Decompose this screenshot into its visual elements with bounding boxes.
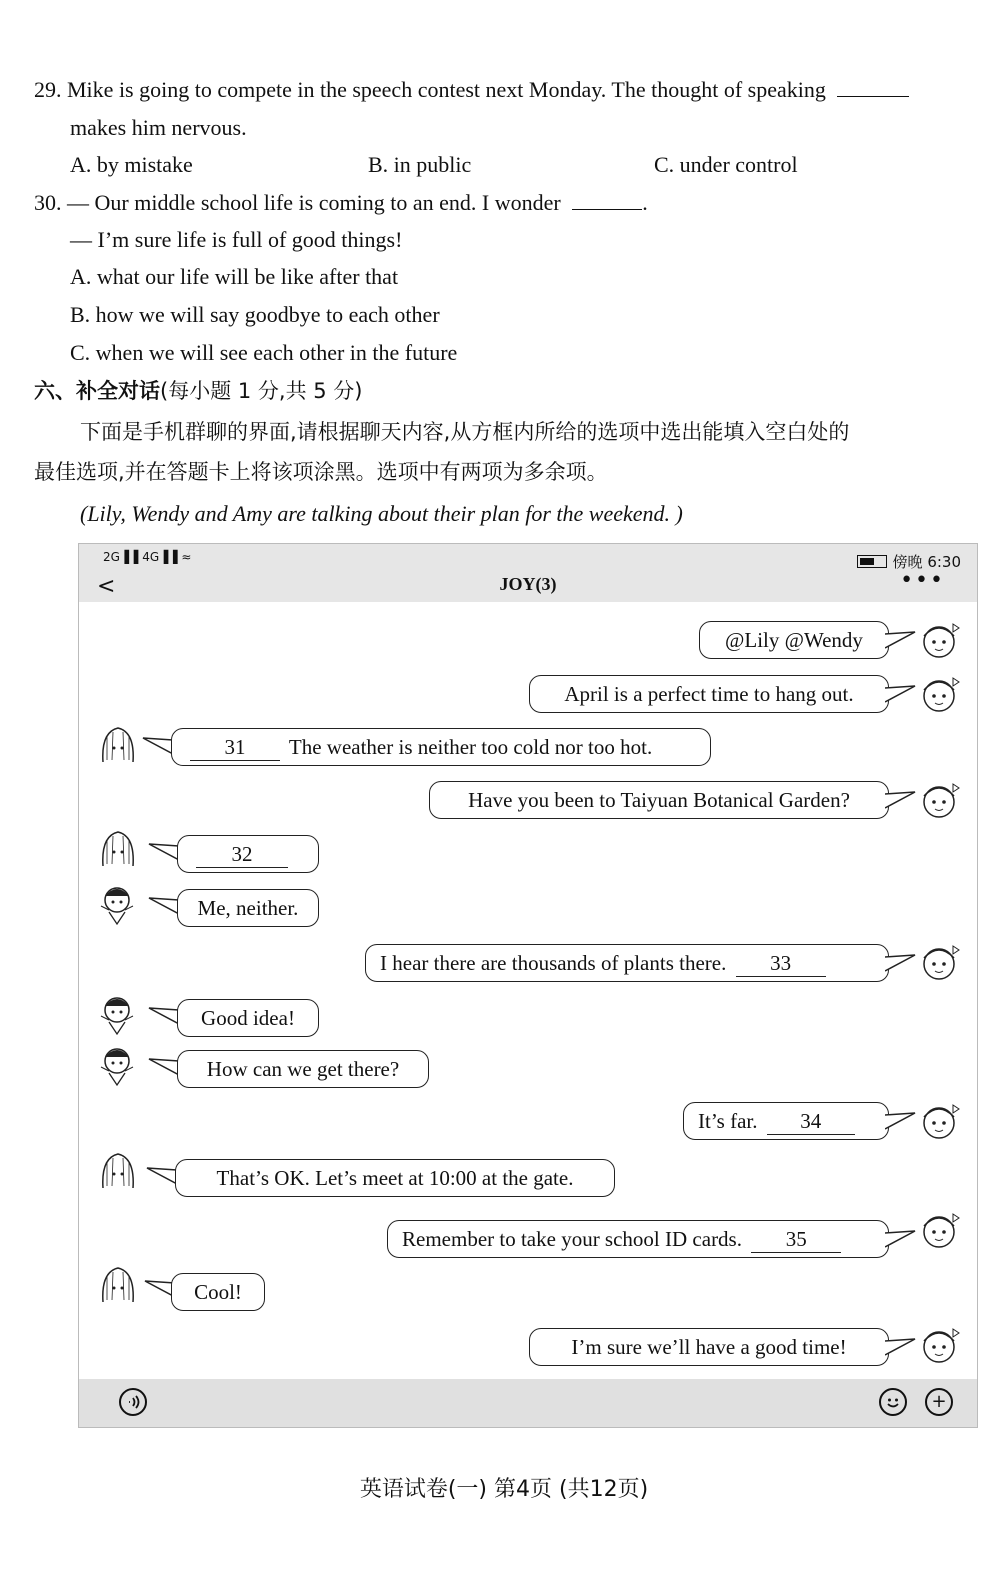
phone-screen xyxy=(78,543,978,1428)
bubble-tail xyxy=(143,1164,177,1190)
signal-icon: 2G▐▐ 4G▐▐ ≈ xyxy=(103,550,192,564)
chat-bubble-amy-6: Remember to take your school ID cards. 35 xyxy=(387,1220,889,1258)
blank-35: 35 xyxy=(751,1226,841,1253)
chat-input-bar xyxy=(79,1379,977,1427)
bubble-tail xyxy=(145,1004,179,1030)
q30-answer-blank xyxy=(572,191,642,210)
chat-bubble-lily-1: 31 The weather is neither too cold nor too hot. xyxy=(171,728,711,766)
bubble-tail xyxy=(885,951,919,977)
chat-bubble-wendy-3: How can we get there? xyxy=(177,1050,429,1088)
chat-bubble-lily-3: That’s OK. Let’s meet at 10:00 at the gate. xyxy=(175,1159,615,1197)
voice-icon[interactable] xyxy=(119,1388,147,1416)
q30-option-c: C. when we will see each other in the future xyxy=(70,340,458,365)
bubble-tail xyxy=(145,1055,179,1081)
q29-stem-line1: 29. Mike is going to compete in the speech contest next Monday. The thought of speaking xyxy=(34,76,909,104)
q30-option-a: A. what our life will be like after that xyxy=(70,264,399,289)
chat-bubble-amy-2: April is a perfect time to hang out. xyxy=(529,675,889,713)
bubble-tail xyxy=(885,628,919,654)
amy-avatar-icon xyxy=(917,776,963,822)
blank-33: 33 xyxy=(736,950,826,977)
lily-avatar-icon xyxy=(95,826,141,872)
smiley-icon xyxy=(881,1390,905,1414)
q30-reply: — I’m sure life is full of good things! xyxy=(70,227,403,252)
section6-instruction-line2: 最佳选项,并在答题卡上将该项涂黑。选项中有两项为多余项。 xyxy=(34,460,608,484)
wendy-avatar-icon xyxy=(95,990,141,1036)
amy-avatar-icon xyxy=(917,1321,963,1367)
page-footer: 英语试卷(一) 第4页 (共12页) xyxy=(359,1477,649,1502)
amy-avatar-icon xyxy=(917,1206,963,1252)
amy-avatar-icon xyxy=(917,938,963,984)
q29-stem-line2: makes him nervous. xyxy=(70,115,247,140)
emoji-icon[interactable] xyxy=(879,1388,907,1416)
wendy-avatar-icon xyxy=(95,1041,141,1087)
q30-stem: 30. — Our middle school life is coming to an end. I wonder . xyxy=(34,190,648,215)
bubble-tail xyxy=(885,682,919,708)
clock-time: 傍晚 6:30 xyxy=(892,553,961,571)
section6-context: (Lily, Wendy and Amy are talking about their plan for the weekend. ) xyxy=(80,501,683,526)
wendy-avatar-icon xyxy=(95,880,141,926)
q29-option-b: B. in public xyxy=(368,152,472,177)
q29-answer-blank xyxy=(837,78,909,97)
amy-avatar-icon xyxy=(917,616,963,662)
q30-option-b: B. how we will say goodbye to each other xyxy=(70,302,440,327)
chat-bubble-amy-3: Have you been to Taiyuan Botanical Garden? xyxy=(429,781,889,819)
lily-avatar-icon xyxy=(95,1262,141,1308)
amy-avatar-icon xyxy=(917,1097,963,1143)
chat-bubble-lily-2 xyxy=(177,835,319,873)
back-icon[interactable]: < xyxy=(97,574,116,599)
section6-instruction-line1: 下面是手机群聊的界面,请根据聊天内容,从方框内所给的选项中选出能填入空白处的 xyxy=(80,420,850,444)
more-icon[interactable]: ••• xyxy=(900,568,945,593)
chat-bubble-wendy-2: Good idea! xyxy=(177,999,319,1037)
chat-bubble-amy-1: @Lily @Wendy xyxy=(699,621,889,659)
section6-heading: 六、补全对话(每小题 1 分,共 5 分) xyxy=(34,379,363,403)
lily-avatar-icon xyxy=(95,722,141,768)
lily-avatar-icon xyxy=(95,1148,141,1194)
bubble-tail xyxy=(885,788,919,814)
voice-wave-icon xyxy=(121,1390,145,1414)
blank-32: 32 xyxy=(196,841,288,868)
status-bar xyxy=(79,544,977,602)
amy-avatar-icon xyxy=(917,670,963,716)
bubble-tail xyxy=(885,1109,919,1135)
chat-bubble-amy-7: I’m sure we’ll have a good time! xyxy=(529,1328,889,1366)
chat-bubble-wendy-1: Me, neither. xyxy=(177,889,319,927)
bubble-tail xyxy=(141,1277,175,1303)
bubble-tail xyxy=(885,1335,919,1361)
blank-31: 31 xyxy=(190,734,280,761)
chat-bubble-amy-4: I hear there are thousands of plants there. 33 xyxy=(365,944,889,982)
bubble-tail xyxy=(145,840,179,866)
add-icon[interactable]: + xyxy=(925,1388,953,1416)
bubble-tail xyxy=(145,894,179,920)
bubble-tail xyxy=(139,734,173,760)
chat-bubble-lily-4: Cool! xyxy=(171,1273,265,1311)
chat-title: JOY(3) xyxy=(499,574,557,594)
q29-option-a: A. by mistake xyxy=(70,152,193,177)
bubble-tail xyxy=(885,1227,919,1253)
q29-option-c: C. under control xyxy=(654,152,798,177)
blank-34: 34 xyxy=(767,1108,855,1135)
battery-icon xyxy=(857,555,887,568)
chat-bubble-amy-5: It’s far. 34 xyxy=(683,1102,889,1140)
